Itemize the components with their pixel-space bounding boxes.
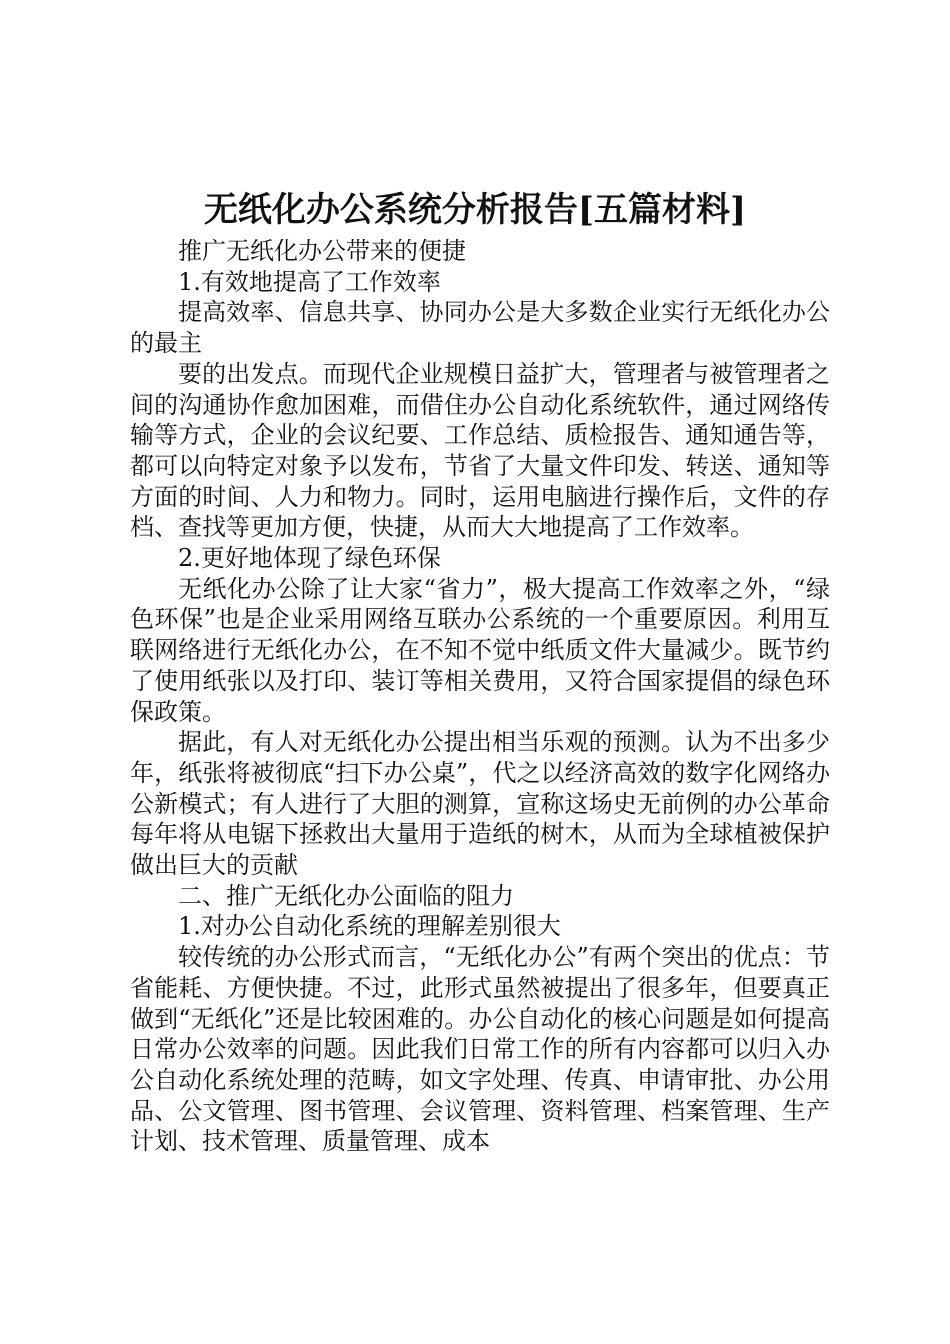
- document-title: 无纸化办公系统分析报告[五篇材料]: [203, 190, 747, 230]
- paragraph-efficiency-lead: 提高效率、信息共享、协同办公是大多数企业实行无纸化办公的最主: [130, 298, 830, 358]
- paragraph-point-1-heading: 1.有效地提高了工作效率: [178, 267, 441, 296]
- document-body: [130, 236, 830, 1157]
- paragraph-resistance-1-body: 较传统的办公形式而言，“无纸化办公”有两个突出的优点：节省能耗、方便快捷。不过，此形式虽然被提出了很多年，但要真正做到“无纸化”还是比较困难的。办公自动化的核心问题是如何提高日常办公效率的问题。因此我们日常工作的所有内容都可以归入办公自动化系统处理的范畴，如文字处理、传真、申请审批、办公用品、公文管理、图书管理、会议管理、资料管理、档案管理、生产计划、技术管理、质量管理、成本: [130, 943, 830, 1156]
- paragraph-efficiency-body: 要的出发点。而现代企业规模日益扩大，管理者与被管理者之间的沟通协作愈加困难，而借住办公自动化系统软件，通过网络传输等方式，企业的会议纪要、工作总结、质检报告、通知通告等，都可以向特定对象予以发布，节省了大量文件印发、转送、通知等方面的时间、人力和物力。同时，运用电脑进行操作后，文件的存档、查找等更加方便，快捷，从而大大地提高了工作效率。: [130, 359, 830, 542]
- paragraph-point-2-heading: 2.更好地体现了绿色环保: [178, 544, 441, 573]
- paragraph-intro-heading: 推广无纸化办公带来的便捷: [178, 237, 466, 265]
- paragraph-section-2-heading: 二、推广无纸化办公面临的阻力: [178, 881, 514, 910]
- paragraph-prediction: 据此，有人对无纸化办公提出相当乐观的预测。认为不出多少年，纸张将被彻底“扫下办公桌”，代之以经济高效的数字化网络办公新模式；有人进行了大胆的测算，宣称这场史无前例的办公革命每年将从电锯下拯救出大量用于造纸的树木，从而为全球植被保护做出巨大的贡献: [130, 728, 830, 880]
- paragraph-resistance-1-heading: 1.对办公自动化系统的理解差别很大: [178, 912, 561, 941]
- paragraph-green-body: 无纸化办公除了让大家“省力”，极大提高工作效率之外，“绿色环保”也是企业采用网络互联办公系统的一个重要原因。利用互联网络进行无纸化办公，在不知不觉中纸质文件大量减少。既节约了使用纸张以及打印、装订等相关费用，又符合国家提倡的绿色环保政策。: [130, 574, 830, 726]
